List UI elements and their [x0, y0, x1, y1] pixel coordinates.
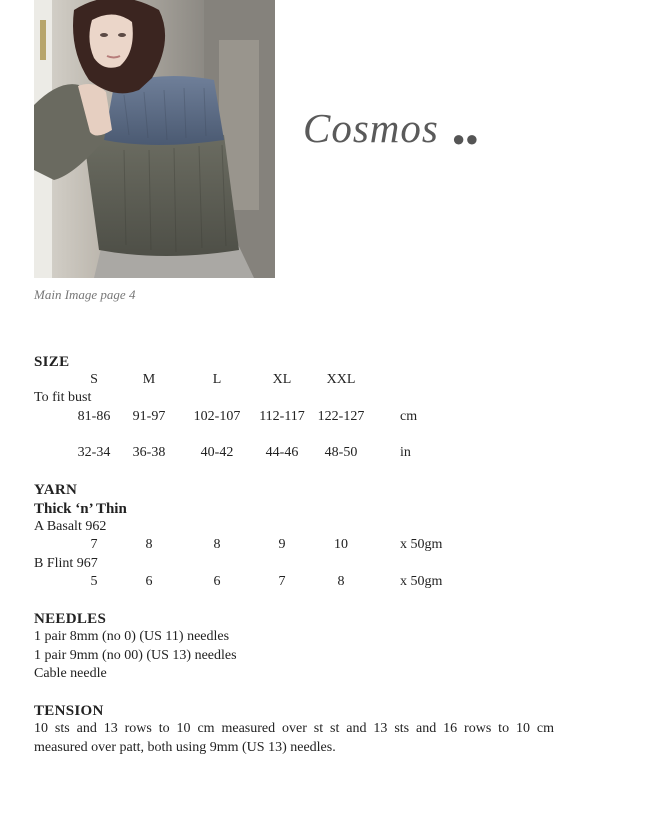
size-label: M	[142, 372, 156, 387]
bust-cm-value: 122-127	[317, 409, 365, 424]
yarn-amount: 9	[278, 537, 286, 552]
bust-cm-value: 91-97	[132, 409, 166, 424]
bust-cm-value: 112-117	[259, 409, 305, 424]
yarn-amount: 5	[90, 574, 98, 589]
needle-line: 1 pair 8mm (no 0) (US 11) needles	[34, 629, 230, 644]
yarn-amount: 10	[334, 537, 348, 552]
yarn-amount: 6	[213, 574, 221, 589]
image-caption: Main Image page 4	[34, 287, 136, 302]
size-label: S	[90, 372, 98, 387]
needle-line: 1 pair 9mm (no 00) (US 13) needles	[34, 648, 237, 663]
fit-bust-label: To fit bust	[34, 390, 92, 405]
bust-in-value: 40-42	[200, 445, 234, 460]
tension-heading: TENSION	[34, 703, 104, 719]
difficulty-dots: ●●	[452, 126, 479, 151]
yarn-amount: 8	[213, 537, 221, 552]
yarn-amount: 7	[90, 537, 98, 552]
pattern-title: Cosmos	[303, 105, 439, 151]
yarn-unit: x 50gm	[400, 537, 443, 552]
tension-line: measured over patt, both using 9mm (US 13) needles.	[34, 740, 336, 755]
yarn-amount: 8	[145, 537, 153, 552]
yarn-unit: x 50gm	[400, 574, 443, 589]
yarn-colour-label: A Basalt 962	[34, 519, 107, 534]
cm-unit: cm	[400, 409, 418, 424]
size-label: XL	[272, 372, 292, 387]
in-unit: in	[400, 445, 411, 460]
size-label: L	[212, 372, 222, 387]
yarn-colour-label: B Flint 967	[34, 556, 98, 571]
needles-heading: NEEDLES	[34, 611, 107, 627]
bust-in-value: 32-34	[77, 445, 111, 460]
yarn-heading: YARN	[34, 482, 78, 498]
needle-line: Cable needle	[34, 666, 107, 681]
bust-cm-value: 81-86	[77, 409, 111, 424]
size-label: XXL	[326, 372, 356, 387]
size-heading: SIZE	[34, 354, 70, 370]
bust-in-value: 44-46	[265, 445, 299, 460]
tension-line: 10 sts and 13 rows to 10 cm measured over st st and 13 sts and 16 rows to 10 cm	[34, 721, 554, 736]
bust-in-value: 36-38	[132, 445, 166, 460]
bust-in-value: 48-50	[324, 445, 358, 460]
yarn-amount: 6	[145, 574, 153, 589]
yarn-amount: 8	[337, 574, 345, 589]
bust-cm-value: 102-107	[193, 409, 241, 424]
yarn-amount: 7	[278, 574, 286, 589]
yarn-name: Thick ‘n’ Thin	[34, 501, 127, 517]
main-photo	[34, 0, 275, 278]
